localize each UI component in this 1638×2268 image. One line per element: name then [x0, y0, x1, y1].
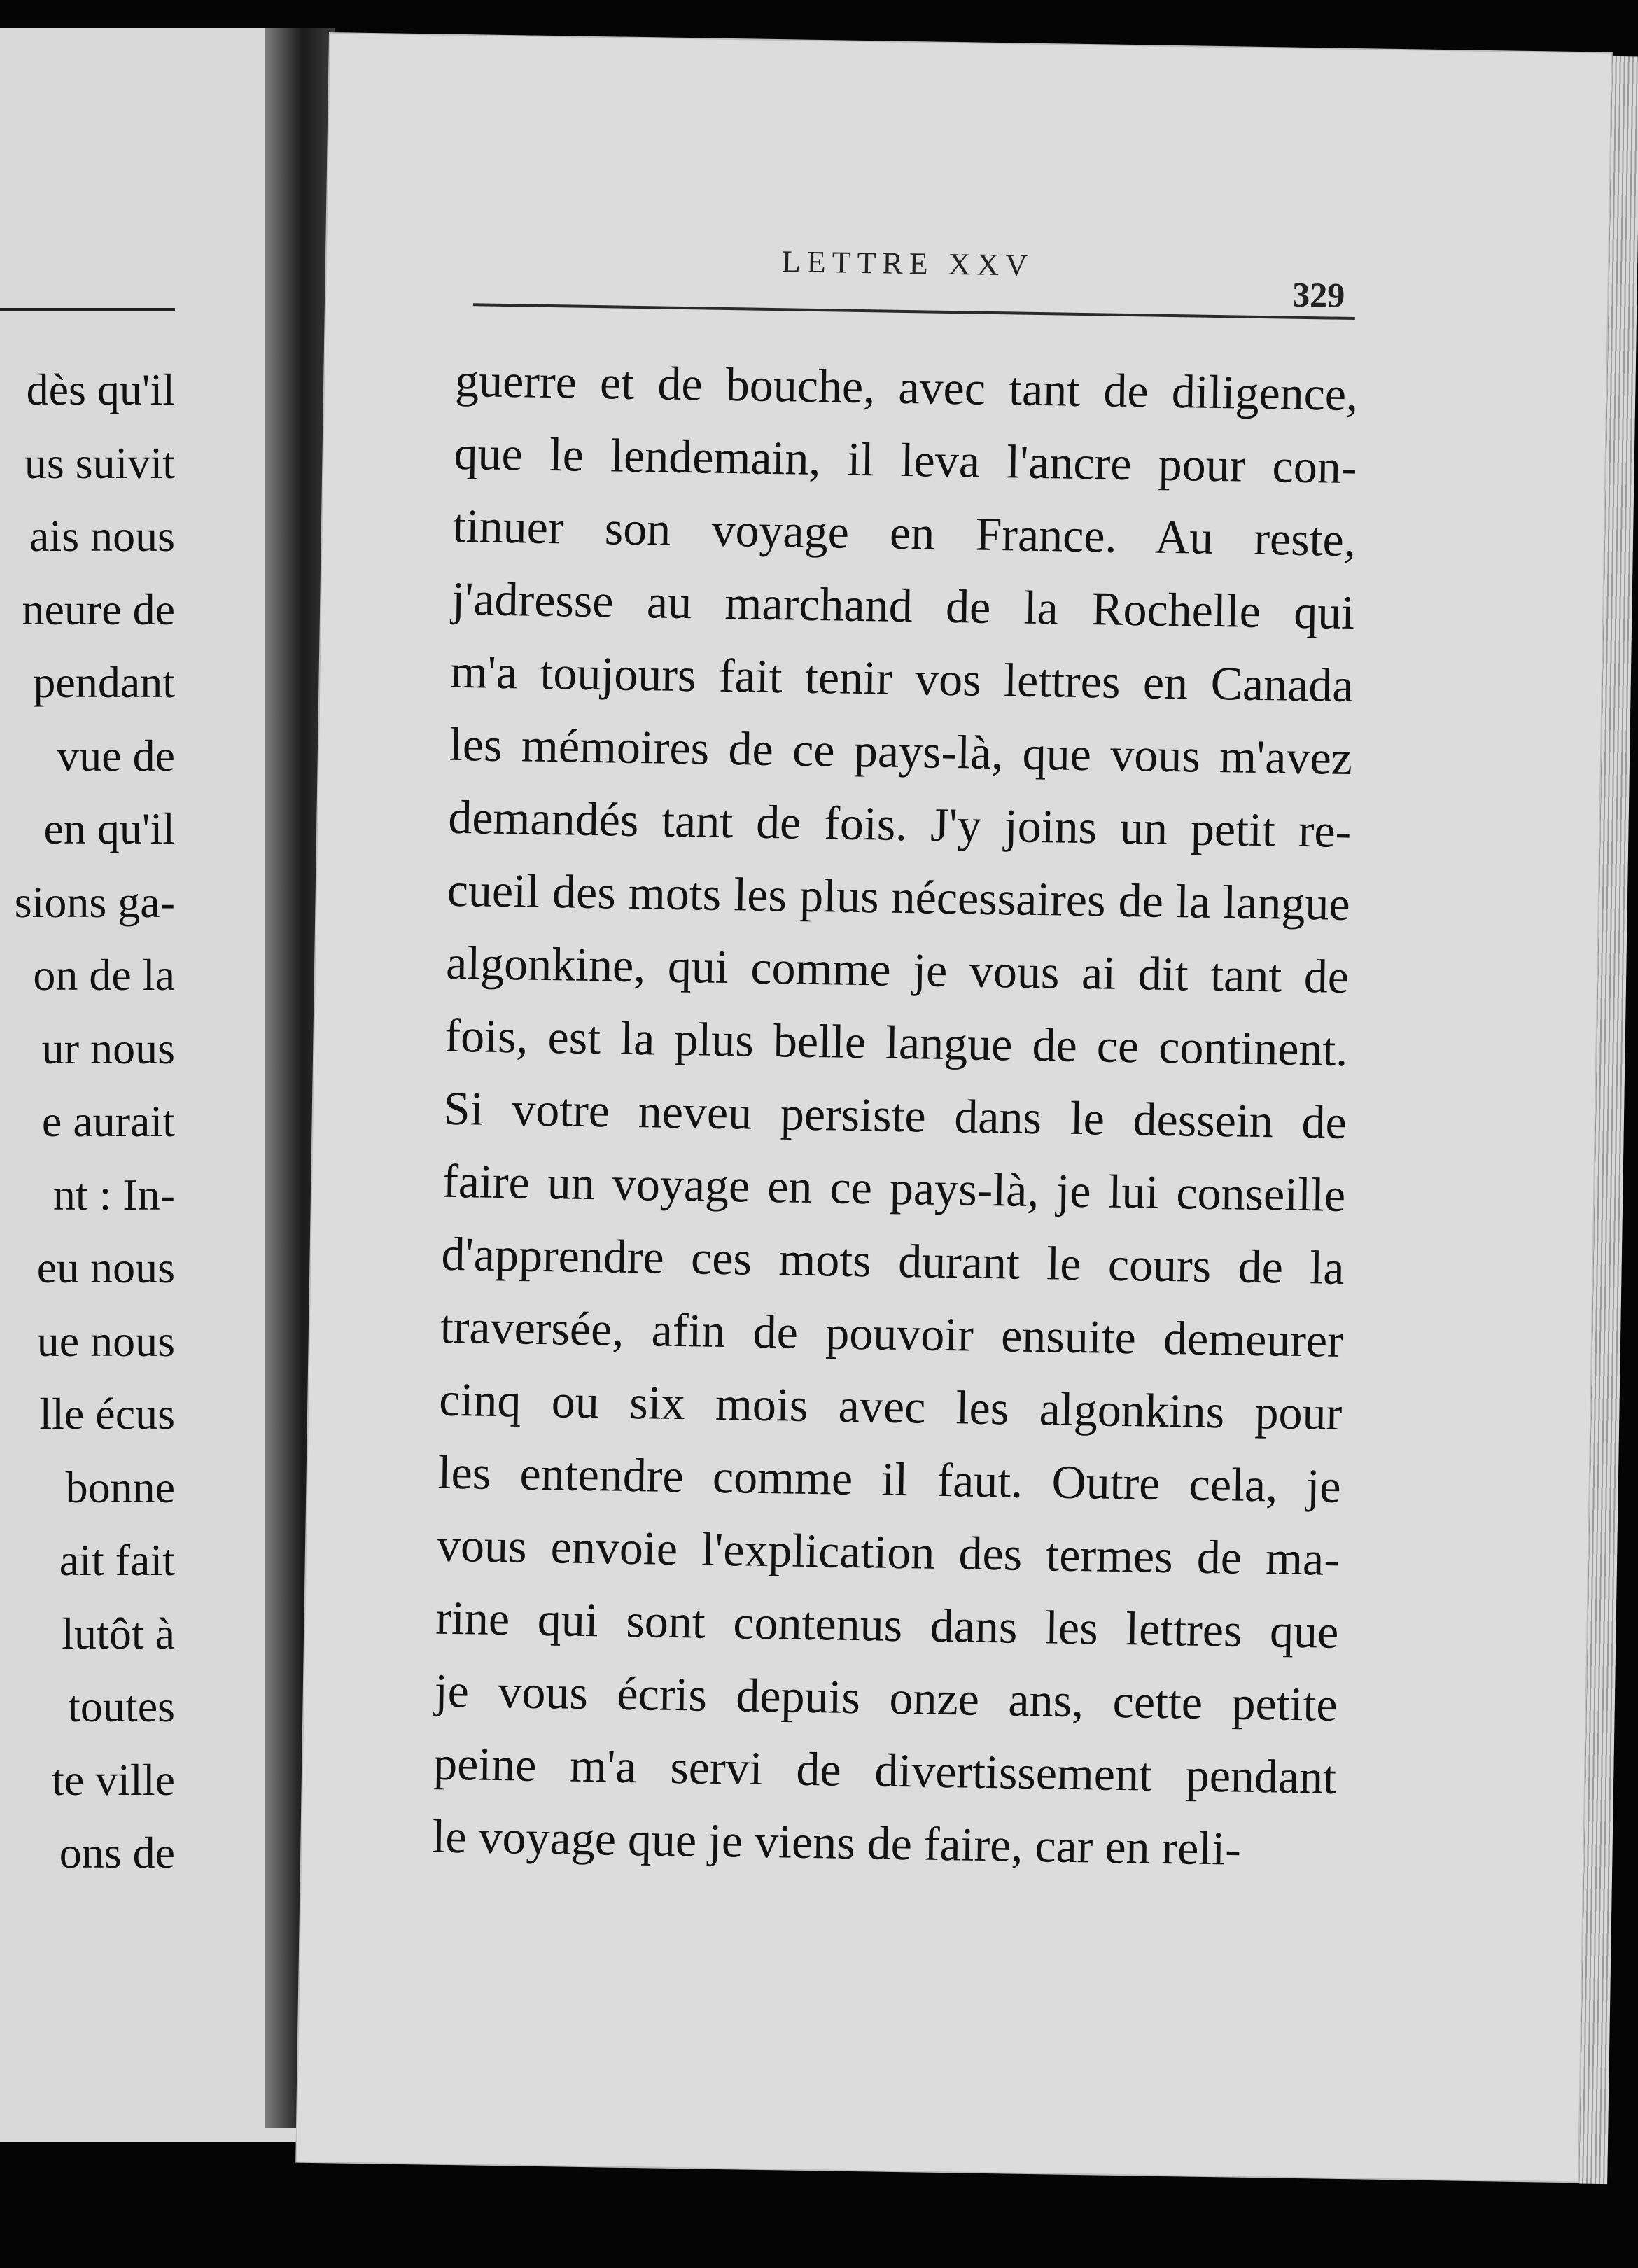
left-line: nt : In- [52, 1169, 175, 1219]
left-line: ons de [59, 1828, 175, 1877]
text-line: tinuer son voyage en France. Au reste, [452, 498, 1357, 567]
text-line: peine m'a servi de divertissement pendant [433, 1736, 1337, 1804]
text-line: algonkine, qui comme je vous ai dit tant de [445, 935, 1350, 1004]
left-line: ur nous [41, 1023, 175, 1073]
left-line: ait fait [59, 1535, 175, 1585]
header-rule [473, 303, 1355, 320]
left-line: pendant [33, 657, 175, 707]
text-line: cinq ou six mois avec les algonkins pour [438, 1372, 1343, 1440]
text-line: j'adresse au marchand de la Rochelle qui [451, 571, 1355, 640]
left-page-header-rule [0, 308, 175, 311]
left-line: e aurait [41, 1096, 175, 1146]
left-line: on de la [33, 950, 175, 1000]
text-line: que le lendemain, il leva l'ancre pour con- [454, 426, 1358, 494]
right-page [297, 34, 1611, 2181]
text-line: les entendre comme il faut. Outre cela, je [438, 1445, 1342, 1513]
text-line: je vous écris depuis onze ans, cette petite [434, 1663, 1338, 1731]
left-line: lle écus [39, 1389, 175, 1438]
text-line: vous envoie l'explication des termes de ma- [436, 1518, 1340, 1586]
left-line: ue nous [36, 1315, 175, 1366]
left-page-text [15, 354, 175, 1890]
text-line: m'a toujours fait tenir vos lettres en Canada [450, 644, 1354, 713]
text-line: fois, est la plus belle langue de ce continent. [444, 1008, 1348, 1077]
text-line: cueil des mots les plus nécessaires de la langue [447, 862, 1351, 931]
text-line: faire un voyage en ce pays-là, je lui conseille [442, 1154, 1346, 1222]
page-number: 329 [1292, 274, 1345, 315]
left-page [0, 28, 308, 2142]
left-line: lutôt à [62, 1608, 175, 1658]
left-line: eu nous [36, 1242, 175, 1292]
left-line: toutes [68, 1681, 175, 1731]
text-line: d'apprendre ces mots durant le cours de la [441, 1226, 1345, 1294]
left-line: neure de [22, 584, 175, 634]
text-line: les mémoires de ce pays-là, que vous m'avez [449, 717, 1353, 785]
left-line: dès qu'il [26, 365, 175, 414]
left-line: us suivit [24, 438, 175, 488]
text-line: demandés tant de fois. J'y joins un petit re- [447, 790, 1352, 858]
text-line: guerre et de bouche, avec tant de diligence, [454, 353, 1359, 421]
left-line: vue de [57, 730, 175, 780]
body-text [432, 344, 1359, 1886]
left-line: en qu'il [43, 804, 175, 853]
left-line: ais nous [29, 511, 175, 561]
text-line: Si votre neveu persiste dans le dessein de [443, 1081, 1348, 1149]
left-line: te ville [52, 1754, 175, 1805]
text-line: le voyage que je viens de faire, car en reli- [431, 1809, 1242, 1875]
text-line: rine qui sont contenus dans les lettres que [435, 1590, 1339, 1658]
left-line: sions ga- [14, 876, 175, 927]
text-line: traversée, afin de pouvoir ensuite demeurer [440, 1299, 1344, 1367]
left-line: bonne [65, 1462, 175, 1512]
running-head: LETTRE XXV [781, 244, 1035, 283]
